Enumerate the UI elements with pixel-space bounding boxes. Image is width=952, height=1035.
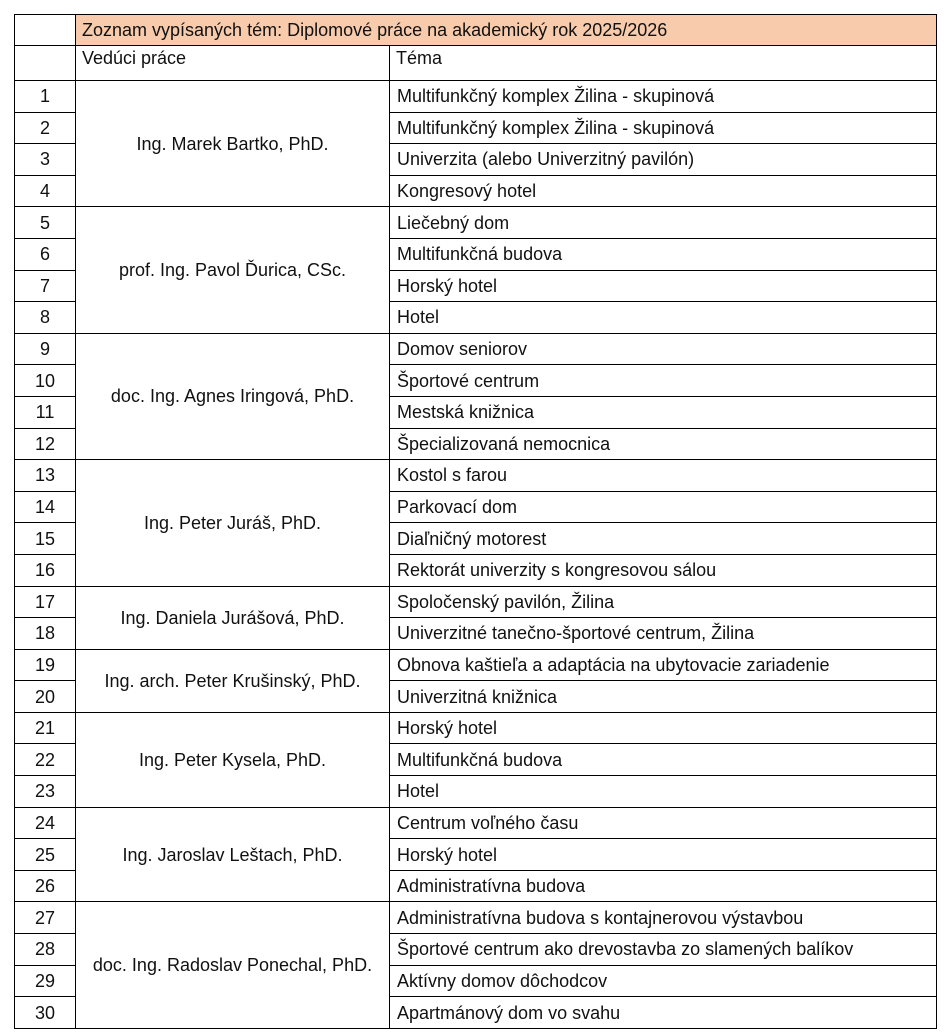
topic-cell: Aktívny domov dôchodcov <box>390 965 937 997</box>
topic-cell: Multifunkčný komplex Žilina - skupinová <box>390 112 937 144</box>
topic-cell: Hotel <box>390 776 937 808</box>
topic-cell: Univerzitná knižnica <box>390 681 937 713</box>
supervisor-cell: Ing. Peter Kysela, PhD. <box>76 712 390 807</box>
row-number: 4 <box>15 175 76 207</box>
table-row <box>15 81 937 113</box>
row-number: 2 <box>15 112 76 144</box>
topic-cell: Spoločenský pavilón, Žilina <box>390 586 937 618</box>
topic-cell: Kongresový hotel <box>390 175 937 207</box>
row-number: 18 <box>15 618 76 650</box>
row-number: 13 <box>15 460 76 492</box>
row-number: 19 <box>15 649 76 681</box>
title-row <box>15 15 937 46</box>
row-number: 10 <box>15 365 76 397</box>
topic-cell: Apartmánový dom vo svahu <box>390 997 937 1029</box>
row-number: 1 <box>15 81 76 113</box>
row-number: 3 <box>15 144 76 176</box>
row-number: 14 <box>15 491 76 523</box>
table-row <box>15 207 937 239</box>
supervisor-cell: doc. Ing. Agnes Iringová, PhD. <box>76 333 390 459</box>
row-number: 17 <box>15 586 76 618</box>
row-number: 21 <box>15 712 76 744</box>
row-number: 27 <box>15 902 76 934</box>
topic-cell: Parkovací dom <box>390 491 937 523</box>
row-number: 6 <box>15 238 76 270</box>
topic-cell: Kostol s farou <box>390 460 937 492</box>
topic-cell: Mestská knižnica <box>390 396 937 428</box>
table-row <box>15 586 937 618</box>
table-row <box>15 807 937 839</box>
topic-cell: Univerzita (alebo Univerzitný pavilón) <box>390 144 937 176</box>
table-row <box>15 649 937 681</box>
topic-cell: Obnova kaštieľa a adaptácia na ubytovacie zariadenie <box>390 649 937 681</box>
topic-cell: Multifunkčná budova <box>390 238 937 270</box>
row-number: 8 <box>15 302 76 334</box>
topic-cell: Športové centrum <box>390 365 937 397</box>
row-number: 24 <box>15 807 76 839</box>
row-number: 23 <box>15 776 76 808</box>
supervisor-cell: Ing. Jaroslav Leštach, PhD. <box>76 807 390 902</box>
thesis-topics-table <box>14 14 937 1029</box>
row-number: 28 <box>15 934 76 966</box>
row-number: 26 <box>15 870 76 902</box>
topic-cell: Univerzitné tanečno-športové centrum, Žilina <box>390 618 937 650</box>
header-topic: Téma <box>390 46 937 81</box>
topic-cell: Centrum voľného času <box>390 807 937 839</box>
supervisor-cell: Ing. Peter Juráš, PhD. <box>76 460 390 586</box>
topic-cell: Horský hotel <box>390 270 937 302</box>
topic-cell: Špecializovaná nemocnica <box>390 428 937 460</box>
header-supervisor: Vedúci práce <box>76 46 390 81</box>
row-number: 20 <box>15 681 76 713</box>
corner-cell <box>15 15 76 46</box>
row-number: 7 <box>15 270 76 302</box>
row-number: 12 <box>15 428 76 460</box>
header-row <box>15 46 937 81</box>
table-title: Zoznam vypísaných tém: Diplomové práce na akademický rok 2025/2026 <box>76 15 937 46</box>
topic-cell: Diaľničný motorest <box>390 523 937 555</box>
topic-cell: Multifunkčná budova <box>390 744 937 776</box>
topic-cell: Multifunkčný komplex Žilina - skupinová <box>390 81 937 113</box>
supervisor-cell: Ing. Marek Bartko, PhD. <box>76 81 390 207</box>
topic-cell: Hotel <box>390 302 937 334</box>
row-number: 29 <box>15 965 76 997</box>
topic-cell: Športové centrum ako drevostavba zo slamených balíkov <box>390 934 937 966</box>
row-number: 15 <box>15 523 76 555</box>
supervisor-cell: prof. Ing. Pavol Ďurica, CSc. <box>76 207 390 333</box>
row-number: 5 <box>15 207 76 239</box>
topic-cell: Liečebný dom <box>390 207 937 239</box>
topic-cell: Horský hotel <box>390 712 937 744</box>
row-number: 22 <box>15 744 76 776</box>
table-row <box>15 902 937 934</box>
row-number: 9 <box>15 333 76 365</box>
supervisor-cell: Ing. arch. Peter Krušinský, PhD. <box>76 649 390 712</box>
topic-cell: Horský hotel <box>390 839 937 871</box>
table-row <box>15 712 937 744</box>
topic-cell: Administratívna budova <box>390 870 937 902</box>
row-number: 16 <box>15 554 76 586</box>
row-number: 11 <box>15 396 76 428</box>
topic-cell: Administratívna budova s kontajnerovou výstavbou <box>390 902 937 934</box>
topic-cell: Domov seniorov <box>390 333 937 365</box>
topic-cell: Rektorát univerzity s kongresovou sálou <box>390 554 937 586</box>
row-number: 25 <box>15 839 76 871</box>
table-body <box>15 15 937 1029</box>
supervisor-cell: doc. Ing. Radoslav Ponechal, PhD. <box>76 902 390 1028</box>
table-row <box>15 460 937 492</box>
header-num-cell <box>15 46 76 81</box>
table-row <box>15 333 937 365</box>
supervisor-cell: Ing. Daniela Jurášová, PhD. <box>76 586 390 649</box>
row-number: 30 <box>15 997 76 1029</box>
